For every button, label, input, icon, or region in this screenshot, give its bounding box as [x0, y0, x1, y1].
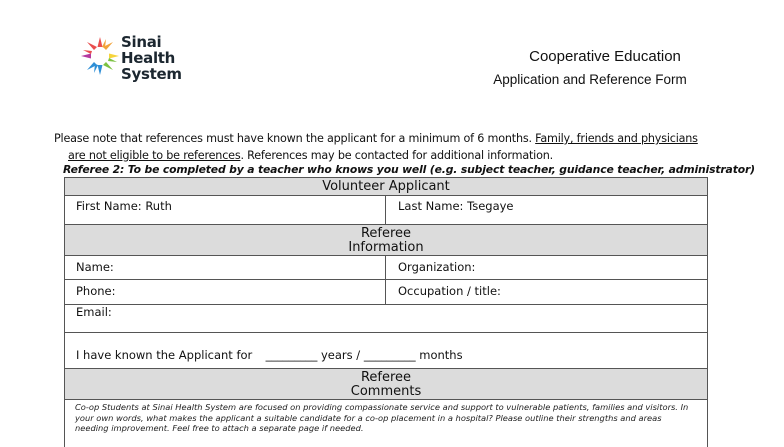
logo-line-2: Health	[121, 49, 176, 67]
applicant-section-header: Volunteer Applicant	[65, 178, 707, 196]
notice-underlined-1: Family, friends and physicians	[535, 132, 698, 145]
first-name-value: Ruth	[145, 199, 172, 213]
referee-email-field[interactable]: Email:	[76, 305, 112, 319]
notice-text-1: Please note that references must have known the applicant for a minimum of 6 months.	[54, 132, 536, 145]
known-months-input[interactable]: _________	[363, 348, 416, 362]
referee-phone-field[interactable]: Phone:	[76, 284, 116, 298]
referee-comments-header-line-2: Comments	[350, 384, 422, 399]
reference-form-table	[64, 177, 708, 447]
notice-underlined-2: are not eligible to be references	[68, 149, 241, 162]
last-name-field[interactable]	[398, 199, 514, 213]
referee-comments-header	[65, 369, 707, 400]
referee-occupation-field[interactable]: Occupation / title:	[398, 284, 501, 298]
referee-info-header-line-1: Referee	[360, 226, 412, 241]
referee-email-row	[65, 305, 707, 369]
page-subtitle: Application and Reference Form	[493, 72, 687, 87]
first-name-field[interactable]	[76, 199, 172, 213]
referee-info-header-line-2: Information	[348, 240, 424, 255]
referee-instruction: Referee 2: To be completed by a teacher who knows you well (e.g. subject teacher, guidance teacher, administrator)	[63, 163, 755, 176]
known-label: I have known the Applicant for	[76, 348, 253, 362]
comments-instructions: Co-op Students at Sinai Health System are focused on providing compassionate service and support to vulnerable patients, families and visitors. In your own words, what makes the applicant a suitable candidate for a co-op placement in a hospital? Please outline their strengths and areas needing improvement. Feel free to attach a separate page if needed.	[75, 402, 689, 433]
referee-comments-header-line-1: Referee	[360, 370, 412, 385]
column-divider	[385, 196, 386, 225]
referee-name-row	[65, 256, 707, 280]
page-title: Cooperative Education	[529, 48, 681, 65]
notice-text-2: . References may be contacted for additional information.	[240, 149, 553, 162]
known-duration-line	[76, 348, 463, 362]
notice-line-2	[68, 148, 553, 163]
first-name-label: First Name:	[76, 199, 142, 213]
row-divider	[65, 332, 707, 333]
column-divider	[385, 256, 386, 280]
referee-phone-row	[65, 280, 707, 305]
referee-organization-field[interactable]: Organization:	[398, 260, 476, 274]
logo-line-1: Sinai	[121, 33, 162, 51]
sinai-health-logo	[80, 34, 200, 86]
logo-wordmark	[121, 34, 182, 82]
notice-line-1	[54, 131, 698, 146]
column-divider	[385, 280, 386, 305]
sinai-starburst-icon	[80, 34, 120, 78]
last-name-label: Last Name:	[398, 199, 464, 213]
last-name-value: Tsegaye	[467, 199, 514, 213]
known-years-label: years /	[321, 348, 361, 362]
known-months-label: months	[419, 348, 463, 362]
referee-name-field[interactable]: Name:	[76, 260, 114, 274]
logo-line-3: System	[121, 65, 182, 83]
applicant-name-row	[65, 196, 707, 225]
known-years-input[interactable]: _________	[265, 348, 318, 362]
referee-info-header	[65, 225, 707, 256]
